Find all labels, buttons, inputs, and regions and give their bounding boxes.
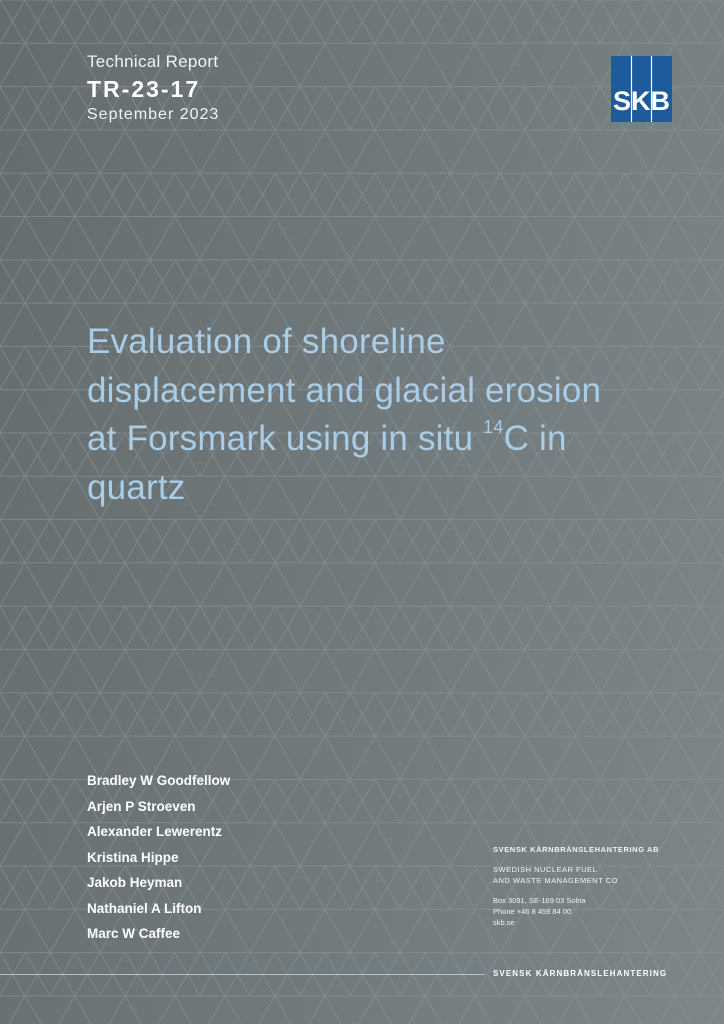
organization-website: skb.se — [493, 918, 515, 927]
author-name: Alexander Lewerentz — [87, 824, 223, 839]
title-text: Evaluation of shoreline displacement and glacial erosion at Forsmark using in situ — [87, 322, 602, 458]
author-name: Arjen P Stroeven — [87, 798, 196, 814]
title-text-end: C in quartz — [87, 419, 567, 507]
report-title — [87, 318, 607, 512]
organization-english-name: SWEDISH NUCLEAR FUEL — [493, 865, 598, 874]
report-type: Technical Report — [87, 52, 219, 71]
report-date: September 2023 — [87, 106, 220, 123]
footer-label: SVENSK KÄRNBRÄNSLEHANTERING — [493, 969, 668, 978]
title-superscript: 14 — [483, 417, 504, 438]
author-list — [87, 768, 230, 947]
author-name: Marc W Caffee — [87, 926, 181, 941]
report-number: TR-23-17 — [87, 76, 201, 102]
organization-name: SVENSK KÄRNBRÄNSLEHANTERING AB — [493, 845, 660, 854]
organization-phone: Phone +46 8 459 84 00 — [493, 907, 572, 916]
skb-logo — [611, 56, 672, 122]
author-name: Nathaniel A Lifton — [87, 900, 202, 916]
author-name: Bradley W Goodfellow — [87, 773, 231, 788]
footer-rule — [0, 974, 485, 975]
organization-address: Box 3091, SE-169 03 Solna — [493, 896, 586, 905]
skb-logo-text: SKB — [612, 86, 671, 116]
author-name: Jakob Heyman — [87, 875, 183, 890]
author-name: Kristina Hippe — [87, 849, 179, 865]
organization-info — [493, 844, 659, 937]
organization-english-name-2: AND WASTE MANAGEMENT CO — [493, 876, 618, 885]
